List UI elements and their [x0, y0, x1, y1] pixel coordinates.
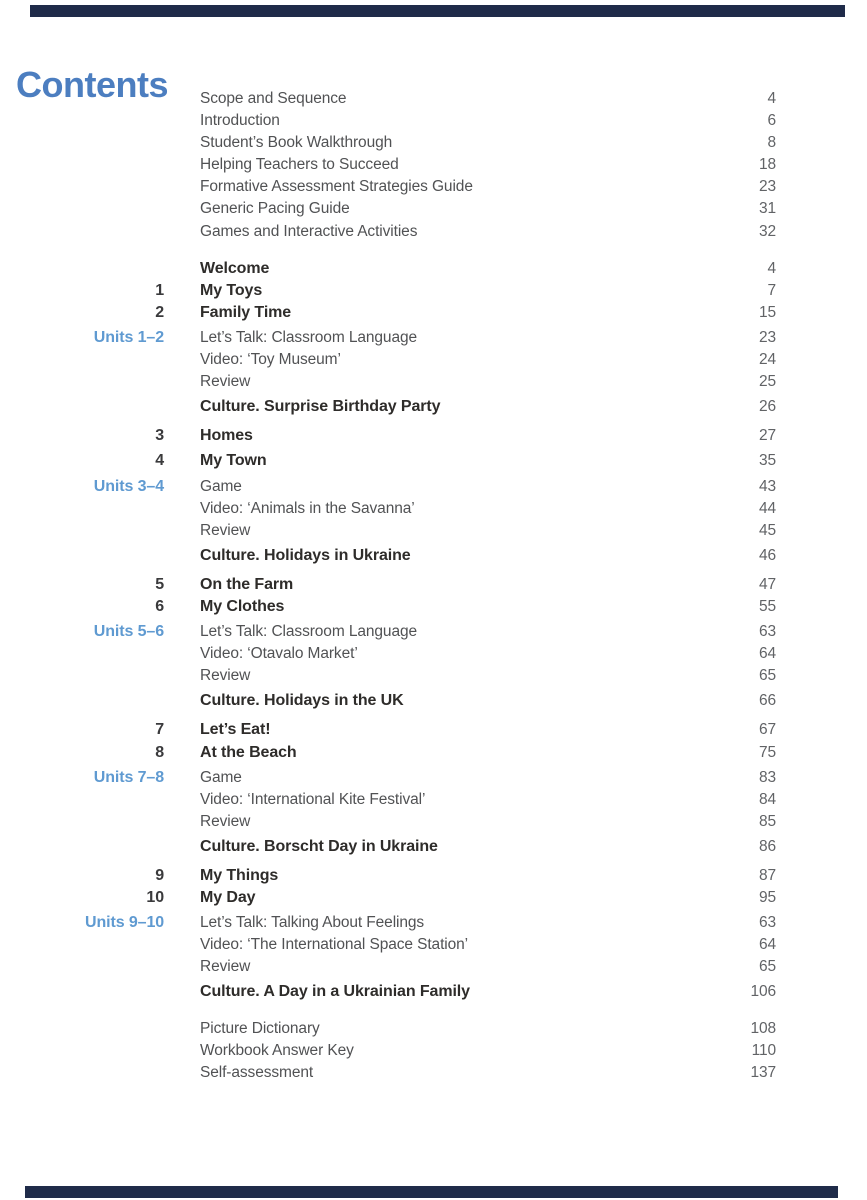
- front-matter-row: [85, 132, 776, 154]
- entry-title: Culture. Holidays in Ukraine: [200, 546, 411, 564]
- entry-page-number: 7: [767, 281, 776, 299]
- entry-title: My Day: [200, 889, 256, 907]
- entry-page-number: 55: [758, 597, 776, 615]
- toc-row: [85, 789, 776, 811]
- entry-title: Game: [200, 477, 242, 495]
- entry-page-number: 75: [758, 743, 776, 761]
- entry-title: Review: [200, 667, 251, 685]
- toc-row: [85, 396, 776, 418]
- toc-row: [85, 690, 776, 712]
- entry-title: Homes: [200, 427, 253, 445]
- entry-title: Video: ‘International Kite Festival’: [200, 790, 426, 808]
- toc-row: [85, 621, 776, 643]
- unit-label: 8: [155, 743, 164, 761]
- back-matter-row: [85, 1062, 776, 1084]
- entry-title: My Town: [200, 452, 267, 470]
- entry-title: Culture. Borscht Day in Ukraine: [200, 837, 438, 855]
- entry-page-number: 8: [767, 134, 776, 152]
- entry-title: Review: [200, 958, 251, 976]
- entry-page-number: 32: [758, 222, 776, 240]
- entry-page-number: 45: [758, 521, 776, 539]
- front-matter-row: [85, 110, 776, 132]
- toc-row: [85, 425, 776, 447]
- unit-label: 2: [155, 303, 164, 321]
- entry-page-number: 137: [750, 1063, 776, 1081]
- entry-page-number: 65: [758, 667, 776, 685]
- entry-title: Review: [200, 521, 251, 539]
- entry-title: Self-assessment: [200, 1063, 314, 1081]
- toc-row: [85, 934, 776, 956]
- entry-page-number: 15: [758, 303, 776, 321]
- entry-page-number: 25: [758, 373, 776, 391]
- entry-page-number: 83: [758, 768, 776, 786]
- entry-page-number: 85: [758, 812, 776, 830]
- unit-label: 7: [155, 721, 164, 739]
- toc-row: [85, 665, 776, 687]
- entry-page-number: 64: [758, 645, 776, 663]
- entry-title: Video: ‘Toy Museum’: [200, 351, 341, 369]
- toc-row: [85, 450, 776, 472]
- toc-row: [85, 574, 776, 596]
- unit-label: 4: [155, 452, 164, 470]
- entry-title: Scope and Sequence: [200, 90, 347, 107]
- entry-title: Picture Dictionary: [200, 1019, 320, 1037]
- entry-title: On the Farm: [200, 575, 294, 593]
- toc-row: [85, 476, 776, 498]
- back-matter-row: [85, 1040, 776, 1062]
- entry-title: Let’s Eat!: [200, 721, 271, 739]
- toc-row: [85, 280, 776, 302]
- toc-row: [85, 371, 776, 393]
- unit-label: Units 5–6: [93, 623, 164, 641]
- toc-row: [85, 742, 776, 764]
- toc-row: [85, 643, 776, 665]
- entry-title: Formative Assessment Strategies Guide: [200, 178, 473, 196]
- entry-page-number: 4: [767, 259, 776, 277]
- entry-page-number: 110: [751, 1041, 776, 1059]
- toc-row: [85, 865, 776, 887]
- toc-row: [85, 981, 776, 1003]
- toc-row: [85, 545, 776, 567]
- entry-page-number: 65: [758, 958, 776, 976]
- entry-title: My Toys: [200, 281, 263, 299]
- entry-page-number: 67: [758, 721, 776, 739]
- toc-row: [85, 836, 776, 858]
- unit-label: 1: [155, 281, 164, 299]
- entry-title: Helping Teachers to Succeed: [200, 156, 399, 174]
- entry-page-number: 66: [758, 692, 776, 710]
- entry-title: Let’s Talk: Talking About Feelings: [200, 914, 425, 932]
- unit-label: Units 1–2: [93, 328, 164, 346]
- entry-title: Game: [200, 768, 242, 786]
- toc-row: [85, 498, 776, 520]
- unit-label: Units 9–10: [85, 914, 165, 932]
- entry-page-number: 46: [758, 546, 776, 564]
- unit-contents-list: [85, 258, 776, 1004]
- entry-page-number: 87: [758, 867, 776, 884]
- toc-row: [85, 327, 776, 349]
- entry-page-number: 18: [758, 156, 776, 174]
- entry-title: Let’s Talk: Classroom Language: [200, 328, 418, 346]
- entry-page-number: 27: [758, 427, 776, 445]
- toc-row: [85, 811, 776, 833]
- entry-page-number: 23: [758, 178, 776, 196]
- entry-title: At the Beach: [200, 743, 297, 761]
- entry-page-number: 24: [758, 351, 776, 369]
- bottom-edge-bar: [25, 1186, 838, 1198]
- entry-title: Video: ‘The International Space Station’: [200, 936, 469, 954]
- entry-title: Video: ‘Animals in the Savanna’: [200, 499, 415, 517]
- front-matter-row: [85, 176, 776, 198]
- toc-row: [85, 767, 776, 789]
- toc-row: [85, 349, 776, 371]
- front-matter-row: [85, 198, 776, 220]
- entry-title: Family Time: [200, 303, 292, 321]
- toc-row: [85, 887, 776, 909]
- toc-row: [85, 258, 776, 280]
- toc-row: [85, 912, 776, 934]
- unit-label: 6: [155, 597, 164, 615]
- unit-label: 5: [155, 575, 164, 593]
- toc-row: [85, 596, 776, 618]
- top-edge-bar: [30, 5, 845, 17]
- entry-title: Video: ‘Otavalo Market’: [200, 645, 358, 663]
- entry-title: My Clothes: [200, 597, 285, 615]
- entry-page-number: 4: [767, 90, 776, 107]
- entry-title: Generic Pacing Guide: [200, 200, 350, 218]
- toc-row: [85, 956, 776, 978]
- table-of-contents: [85, 88, 776, 1084]
- entry-page-number: 84: [758, 790, 776, 808]
- back-matter-row: [85, 1018, 776, 1040]
- entry-title: Culture. Surprise Birthday Party: [200, 398, 441, 416]
- entry-page-number: 63: [758, 623, 776, 641]
- unit-label: 9: [155, 867, 164, 884]
- entry-title: Welcome: [200, 259, 270, 277]
- entry-page-number: 26: [758, 398, 776, 416]
- entry-page-number: 108: [750, 1019, 776, 1037]
- entry-title: Student’s Book Walkthrough: [200, 134, 393, 152]
- entry-page-number: 63: [758, 914, 776, 932]
- entry-page-number: 44: [758, 499, 776, 517]
- unit-label: 3: [155, 427, 164, 445]
- entry-title: Review: [200, 812, 251, 830]
- toc-row: [85, 302, 776, 324]
- entry-page-number: 64: [758, 936, 776, 954]
- entry-title: Games and Interactive Activities: [200, 222, 418, 240]
- front-matter-row: [85, 154, 776, 176]
- toc-row: [85, 719, 776, 741]
- back-matter-list: [85, 1018, 776, 1084]
- front-matter-list: [85, 88, 776, 243]
- entry-title: Culture. A Day in a Ukrainian Family: [200, 983, 470, 1001]
- entry-page-number: 95: [758, 889, 776, 907]
- entry-title: Review: [200, 373, 251, 391]
- entry-title: Workbook Answer Key: [200, 1041, 354, 1059]
- unit-label: Units 7–8: [93, 768, 164, 786]
- front-matter-row: [85, 221, 776, 243]
- unit-label: Units 3–4: [93, 477, 164, 495]
- entry-page-number: 31: [758, 200, 776, 218]
- entry-title: Introduction: [200, 112, 280, 130]
- front-matter-row: [85, 88, 776, 110]
- entry-page-number: 6: [767, 112, 776, 130]
- entry-page-number: 23: [758, 328, 776, 346]
- page-title: Contents: [16, 64, 168, 106]
- entry-title: Culture. Holidays in the UK: [200, 692, 404, 710]
- entry-page-number: 43: [758, 477, 776, 495]
- unit-label: 10: [146, 889, 164, 907]
- toc-row: [85, 520, 776, 542]
- entry-title: Let’s Talk: Classroom Language: [200, 623, 418, 641]
- entry-page-number: 106: [750, 983, 776, 1001]
- entry-page-number: 35: [758, 452, 776, 470]
- entry-page-number: 86: [758, 837, 776, 855]
- entry-page-number: 47: [758, 575, 776, 593]
- entry-title: My Things: [200, 867, 279, 884]
